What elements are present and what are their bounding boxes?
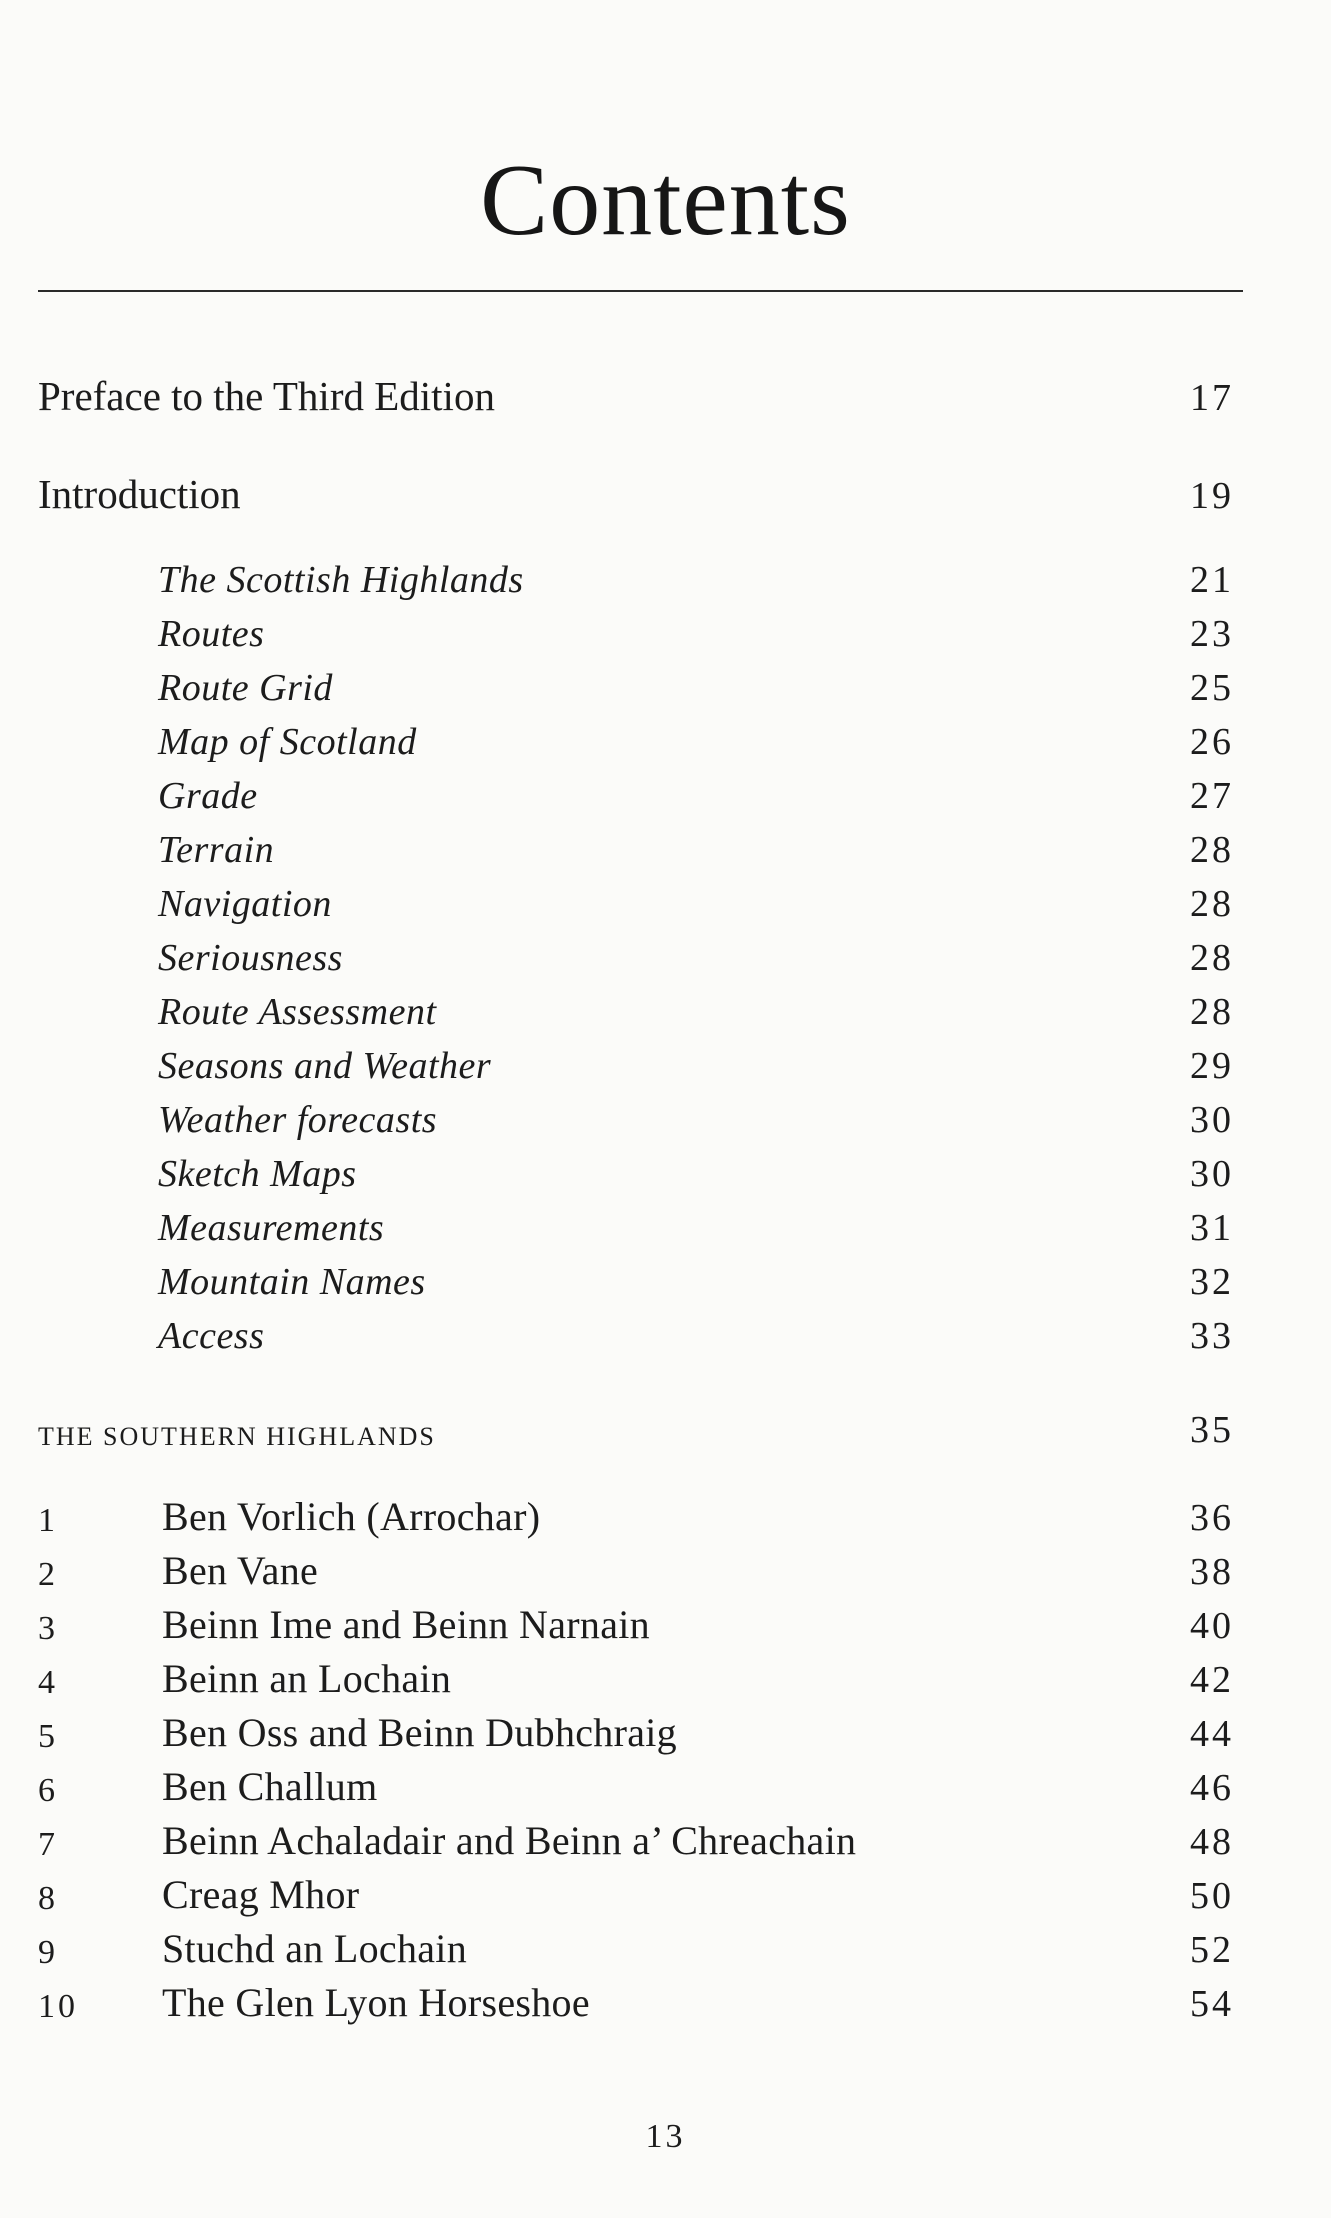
route-name: Ben Oss and Beinn Dubhchraig	[162, 1710, 677, 1755]
route-number: 7	[38, 1826, 58, 1863]
toc-subentry[interactable]	[38, 658, 1234, 710]
toc-subentry[interactable]	[38, 1144, 1234, 1196]
toc-page-number: 28	[1190, 829, 1234, 871]
toc-route-entry[interactable]	[38, 1542, 1234, 1594]
route-name: Ben Challum	[162, 1764, 378, 1809]
toc-page-number: 38	[1190, 1551, 1234, 1593]
toc-subentry-label: Weather forecasts	[158, 1099, 438, 1141]
toc-page-number: 36	[1190, 1497, 1234, 1539]
toc-subentry-label: Access	[158, 1315, 265, 1357]
toc-page-number: 28	[1190, 991, 1234, 1033]
title-rule	[38, 290, 1243, 292]
toc-page-number: 54	[1190, 1983, 1234, 2025]
route-number: 1	[38, 1502, 58, 1539]
toc-subentry[interactable]	[38, 1198, 1234, 1250]
toc-subentry-label: Sketch Maps	[158, 1153, 357, 1195]
toc-page-number: 30	[1190, 1099, 1234, 1141]
toc-subentry-label: Measurements	[158, 1207, 385, 1249]
toc-subentry-label: Terrain	[158, 829, 275, 871]
toc-route-entry[interactable]	[38, 1974, 1234, 2026]
toc-page-number: 40	[1190, 1605, 1234, 1647]
route-name: Ben Vane	[162, 1548, 319, 1593]
toc-subentry-label: Seriousness	[158, 937, 343, 979]
toc-route-entry[interactable]	[38, 1812, 1234, 1864]
route-name: Stuchd an Lochain	[162, 1926, 468, 1971]
toc-page-number: 26	[1190, 721, 1234, 763]
toc-page-number: 35	[1190, 1409, 1234, 1451]
toc-subentry[interactable]	[38, 1252, 1234, 1304]
route-name: Ben Vorlich (Arrochar)	[162, 1494, 541, 1539]
toc-page-number: 25	[1190, 667, 1234, 709]
route-number: 6	[38, 1772, 58, 1809]
route-number: 5	[38, 1718, 58, 1755]
toc-subentry-label: The Scottish Highlands	[158, 559, 524, 601]
toc-subentry[interactable]	[38, 1090, 1234, 1142]
route-name: Beinn an Lochain	[162, 1656, 452, 1701]
route-number: 9	[38, 1934, 58, 1971]
route-number: 4	[38, 1664, 58, 1701]
toc-subentry[interactable]	[38, 1306, 1234, 1358]
toc-subentry[interactable]	[38, 604, 1234, 656]
toc-subentry-label: Navigation	[158, 883, 332, 925]
toc-subentry-label: Route Assessment	[158, 991, 437, 1033]
toc-section-southern-highlands[interactable]	[38, 1400, 1234, 1452]
toc-page-number: 32	[1190, 1261, 1234, 1303]
toc-subentry[interactable]	[38, 766, 1234, 818]
toc-subentry[interactable]	[38, 1036, 1234, 1088]
route-number: 10	[38, 1988, 78, 2025]
toc-entry-preface[interactable]	[38, 368, 1234, 420]
toc-page-number: 50	[1190, 1875, 1234, 1917]
toc-entry-label: Introduction	[38, 471, 241, 517]
route-name: The Glen Lyon Horseshoe	[162, 1980, 590, 2025]
section-heading: THE SOUTHERN HIGHLANDS	[38, 1422, 436, 1451]
toc-subentry[interactable]	[38, 874, 1234, 926]
toc-subentry[interactable]	[38, 712, 1234, 764]
route-name: Beinn Achaladair and Beinn a’ Chreachain	[162, 1818, 857, 1863]
toc-page-number: 17	[1190, 377, 1234, 419]
toc-page-number: 31	[1190, 1207, 1234, 1249]
toc-subentry-label: Mountain Names	[158, 1261, 426, 1303]
toc-subentry-label: Seasons and Weather	[158, 1045, 492, 1087]
route-number: 3	[38, 1610, 58, 1647]
toc-page-number: 46	[1190, 1767, 1234, 1809]
toc-entry-introduction[interactable]	[38, 466, 1234, 518]
toc-subentry-label: Routes	[158, 613, 265, 655]
toc-subentry-label: Map of Scotland	[158, 721, 417, 763]
toc-route-entry[interactable]	[38, 1758, 1234, 1810]
toc-page-number: 27	[1190, 775, 1234, 817]
toc-route-entry[interactable]	[38, 1650, 1234, 1702]
toc-route-entry[interactable]	[38, 1488, 1234, 1540]
toc-page-number: 28	[1190, 883, 1234, 925]
route-name: Beinn Ime and Beinn Narnain	[162, 1602, 650, 1647]
toc-page-number: 21	[1190, 559, 1234, 601]
toc-page-number: 23	[1190, 613, 1234, 655]
toc-page-number: 33	[1190, 1315, 1234, 1357]
toc-subentry[interactable]	[38, 982, 1234, 1034]
route-name: Creag Mhor	[162, 1872, 360, 1917]
toc-subentry[interactable]	[38, 820, 1234, 872]
toc-route-entry[interactable]	[38, 1596, 1234, 1648]
toc-route-entry[interactable]	[38, 1866, 1234, 1918]
toc-entry-label: Preface to the Third Edition	[38, 373, 495, 419]
toc-page-number: 44	[1190, 1713, 1234, 1755]
toc-page-number: 29	[1190, 1045, 1234, 1087]
toc-subentry-label: Route Grid	[158, 667, 333, 709]
toc-subentry[interactable]	[38, 550, 1234, 602]
toc-page-number: 52	[1190, 1929, 1234, 1971]
toc-page-number: 19	[1190, 475, 1234, 517]
toc-subentry-label: Grade	[158, 775, 258, 817]
toc-page-number: 30	[1190, 1153, 1234, 1195]
toc-page-number: 42	[1190, 1659, 1234, 1701]
toc-page-number: 48	[1190, 1821, 1234, 1863]
page-title: Contents	[480, 144, 851, 257]
toc-page-number: 28	[1190, 937, 1234, 979]
toc-route-entry[interactable]	[38, 1704, 1234, 1756]
toc-route-entry[interactable]	[38, 1920, 1234, 1972]
toc-subentry[interactable]	[38, 928, 1234, 980]
route-number: 2	[38, 1556, 58, 1593]
route-number: 8	[38, 1880, 58, 1917]
page-folio: 13	[645, 2118, 686, 2155]
